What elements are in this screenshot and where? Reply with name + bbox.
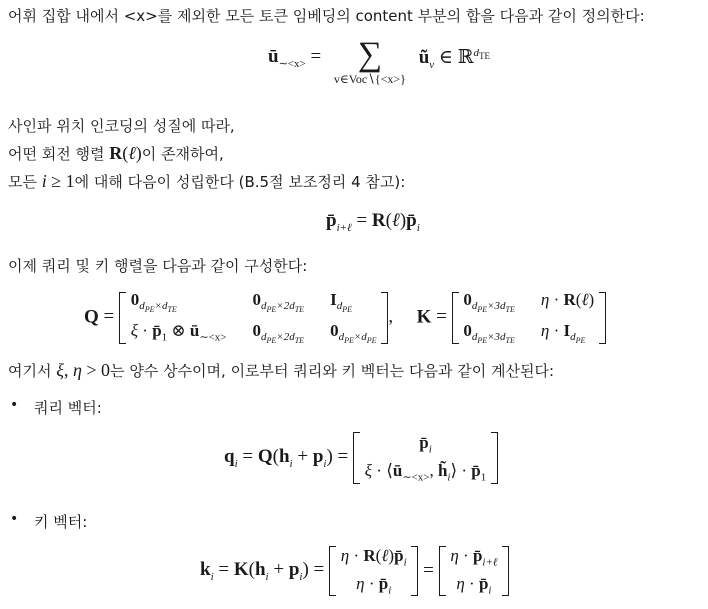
para2: 이제 쿼리 및 키 행렬을 다음과 같이 구성한다: <box>8 257 308 275</box>
para1-line1: 사인파 위치 인코딩의 성질에 따라, <box>8 117 235 135</box>
rotation-equation: $p̄_{i+\ell}$ = $R(\ell)p̄_i$ <box>326 210 420 234</box>
key-bullet-label: 키 벡터: <box>34 513 88 531</box>
para3: 여기서 ξ, η > 0는 양수 상수이며, 이로부터 쿼리와 키 벡터는 다음과 같이 계산된다: <box>8 360 555 380</box>
para1-line2: 어떤 회전 행렬 R(ℓ)이 존재하여, <box>8 143 224 163</box>
query-vector-equation: $q_i = Q(h_i + p_i)$ = $p̄_i$ $\xi \cdot ⟨ū_{\sim<x>}$, $h̃_i⟩$ · $p̄_1$ <box>224 432 498 484</box>
para1-line3: 모든 i ≥ 1에 대해 다음이 성립한다 (B.5절 보조정리 4 참고): <box>8 171 406 191</box>
sum-equation: $ū_{\sim<x>}$ = ∑ v∈Voc∖{<x>} $ũ_v$ ∈ ℝ$^{d_{TE}}$ <box>268 36 491 86</box>
bullet-dot: • <box>10 397 19 413</box>
intro-text: 어휘 집합 내에서 <x>를 제외한 모든 토큰 임베딩의 content 부분의 합을 다음과 같이 정의한다: <box>8 7 645 25</box>
query-bullet-label: 쿼리 벡터: <box>34 399 102 417</box>
key-vector-equation: $k_i = K(h_i + p_i)$ = $\eta \cdot R(\ell)p̄_i$ $\eta \cdot p̄_i$ = $\eta \cdot p̄_{i+\ell}$ $\eta \cdot p̄_i$ <box>200 546 509 597</box>
bullet-dot: • <box>10 511 19 527</box>
qk-matrices: Q = $0_{d_{PE}\times d_{TE}}$ $0_{d_{PE}\times 2d_{TE}}$ $I_{d_{PE}}$ $\xi \cdot p̄_1$ ⊗ $ū_{\sim<x>}$ $0_{d_{PE}\times 2d_{TE}}$ $0_{d_{PE}\times d_{PE}}$ , K = $0_{d_{PE}\times 3d_{TE}}$ η · R(ℓ) $0_{d_{PE}\times 3d_{TE}}$ $\eta \cdot I_{d_{PE}}$ <box>84 290 606 345</box>
